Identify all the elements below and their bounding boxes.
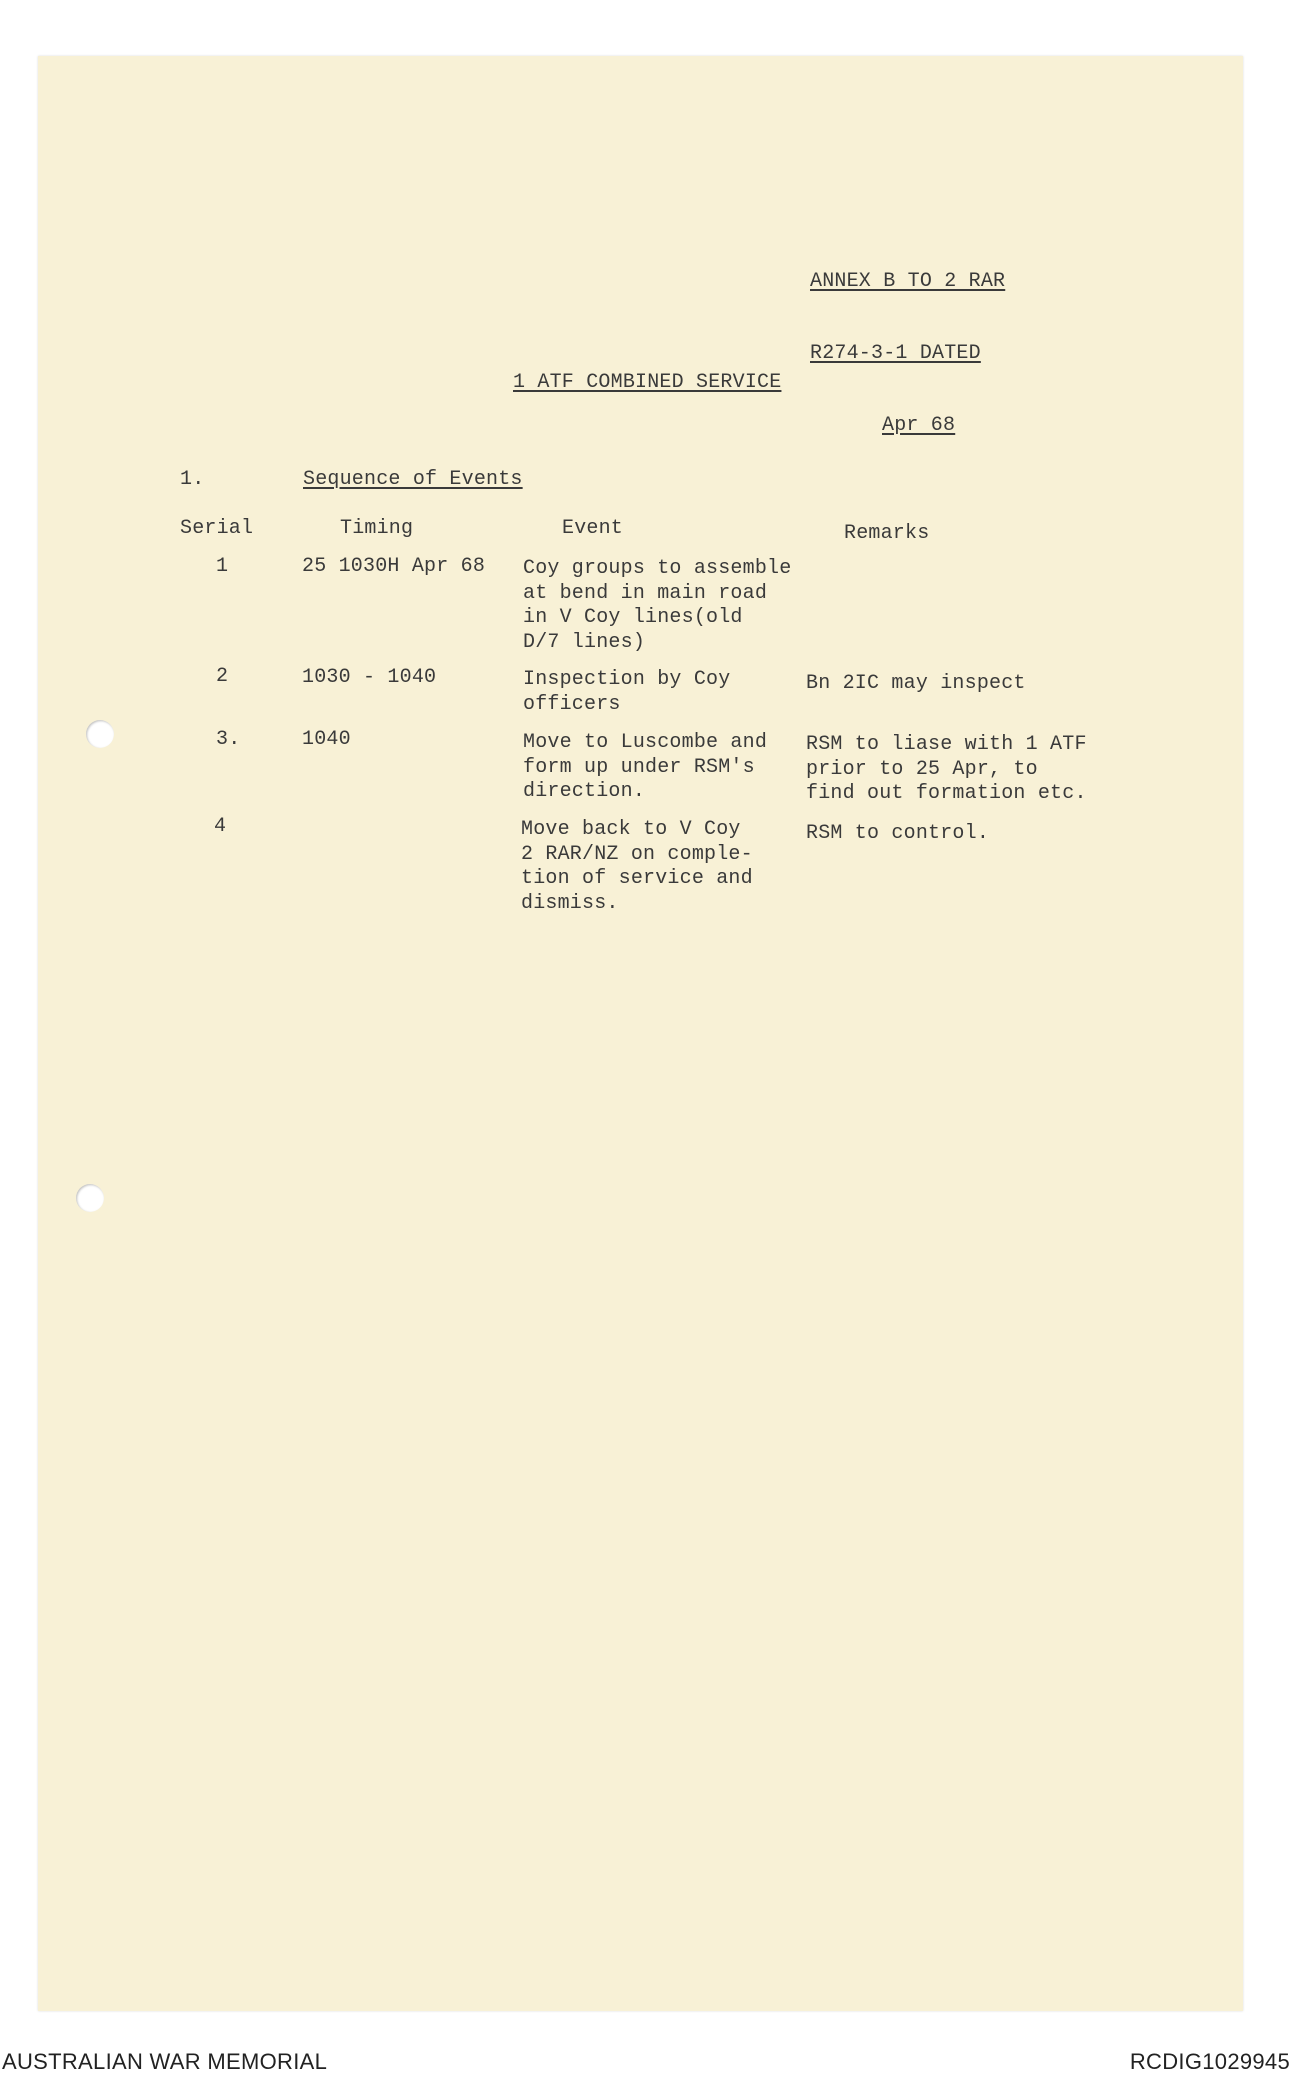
punch-hole-upper: [86, 720, 114, 748]
footer-archive-name: AUSTRALIAN WAR MEMORIAL: [2, 2049, 328, 2074]
document-title: 1 ATF COMBINED SERVICE: [513, 371, 782, 394]
row-4-remarks: RSM to control.: [806, 822, 990, 845]
header-timing: Timing: [340, 517, 414, 540]
row-2-serial: 2: [216, 665, 229, 688]
row-1-event: Coy groups to assemble at bend in main road in V Coy lines(old D/7 lines): [523, 557, 792, 654]
header-remarks: Remarks: [844, 522, 930, 545]
document-page: [38, 56, 1243, 2011]
row-4-serial: 4: [214, 815, 227, 838]
annex-line-3: Apr 68: [882, 414, 956, 437]
row-3-event: Move to Luscombe and form up under RSM's direction.: [523, 731, 768, 803]
row-4-event: Move back to V Coy 2 RAR/NZ on comple- tion of service and dismiss.: [521, 818, 753, 915]
row-1-serial: 1: [216, 555, 229, 578]
annex-line-2: R274-3-1 DATED: [810, 342, 981, 365]
header-event: Event: [562, 517, 624, 540]
row-2-timing: 1030 - 1040: [302, 666, 437, 689]
annex-reference: [810, 222, 1005, 462]
row-1-timing: 25 1030H Apr 68: [302, 555, 486, 578]
section-heading: Sequence of Events: [303, 468, 523, 491]
annex-line-1: ANNEX B TO 2 RAR: [810, 270, 1006, 293]
row-3-timing: 1040: [302, 728, 351, 751]
section-number: 1.: [180, 468, 205, 491]
row-2-event: Inspection by Coy officers: [523, 668, 731, 716]
row-3-serial: 3.: [216, 728, 241, 751]
footer-record-id: RCDIG1029945: [1129, 2049, 1290, 2074]
punch-hole-lower: [76, 1184, 104, 1212]
row-3-remarks: RSM to liase with 1 ATF prior to 25 Apr, to find out formation etc.: [806, 733, 1087, 805]
row-2-remarks: Bn 2IC may inspect: [806, 672, 1026, 695]
header-serial: Serial: [180, 517, 254, 540]
